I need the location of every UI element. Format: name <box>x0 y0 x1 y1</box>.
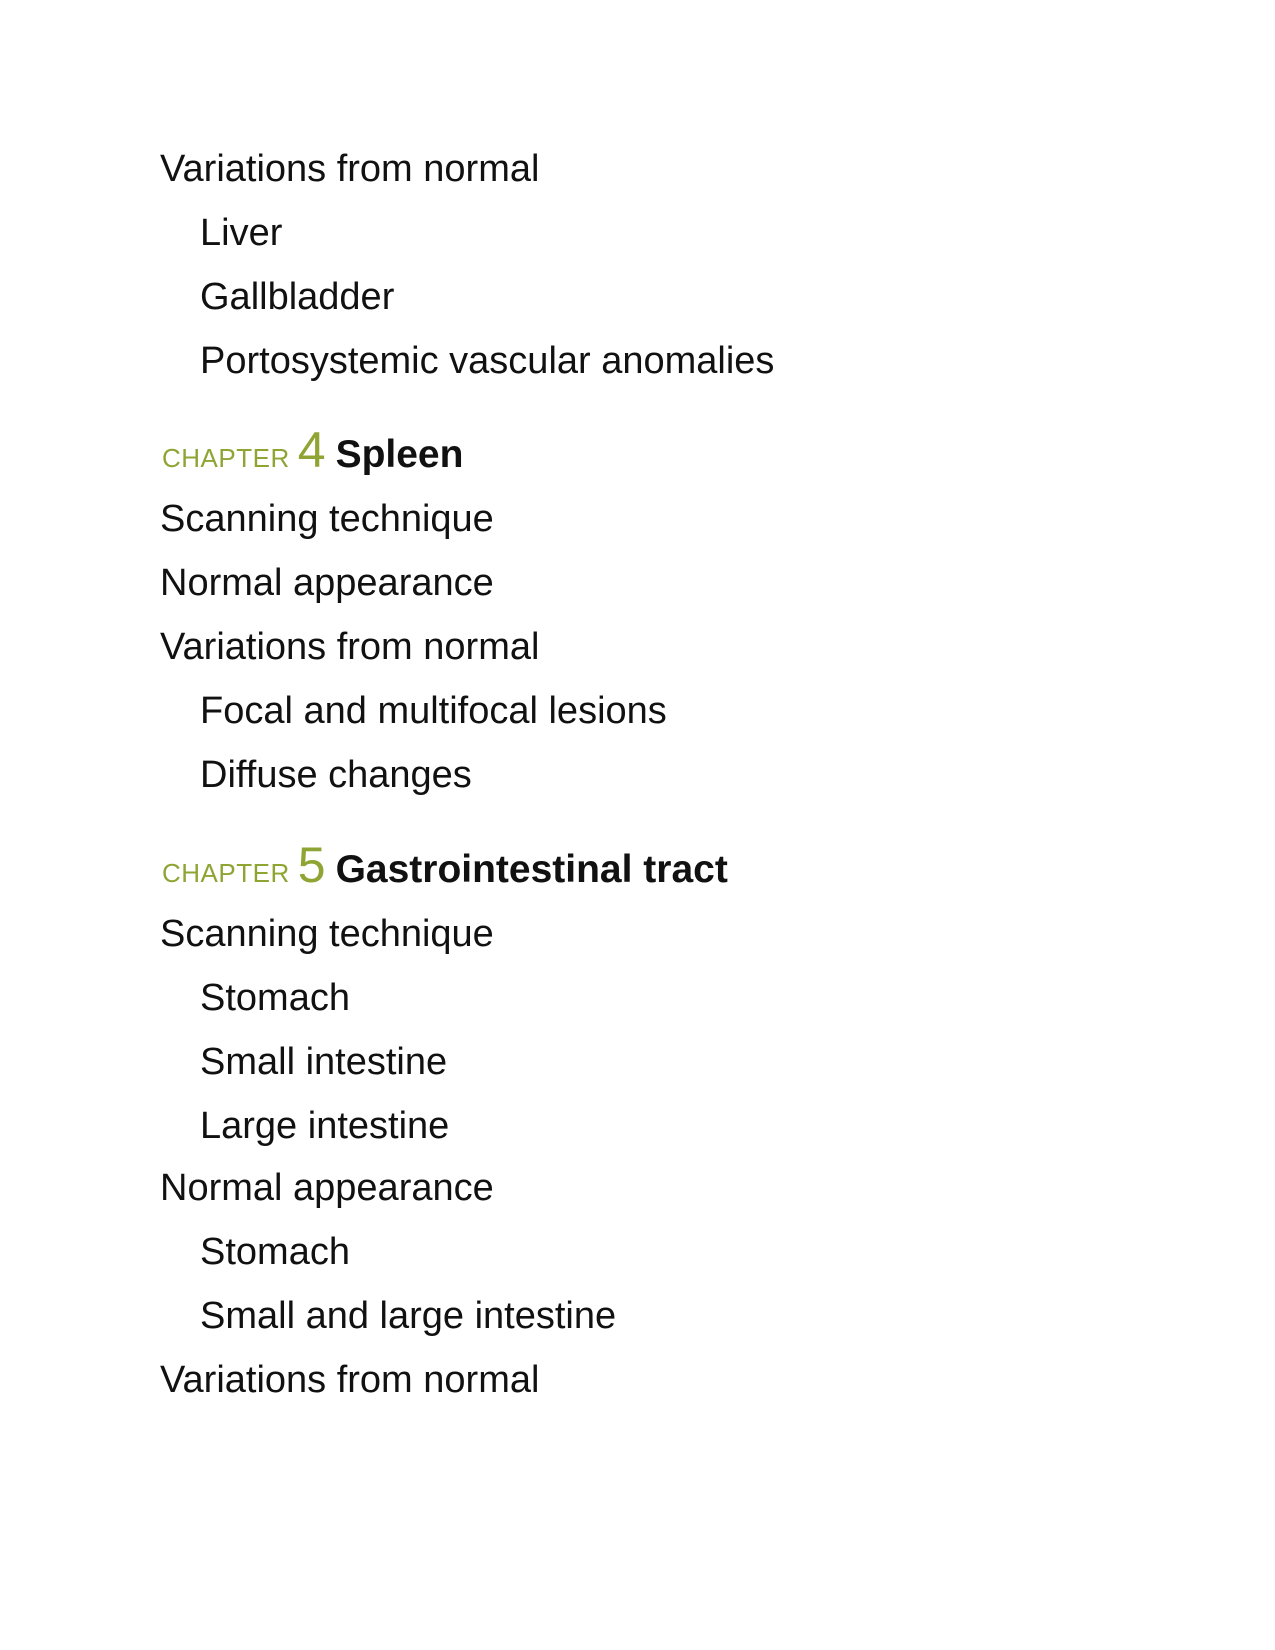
toc-entry-scanning-technique: Scanning technique <box>160 498 494 540</box>
toc-entry-variations-from-normal: Variations from normal <box>160 626 540 668</box>
chapter-label: CHAPTER <box>162 443 290 473</box>
toc-entry-variations-from-normal: Variations from normal <box>160 148 540 190</box>
chapter-number: 5 <box>297 837 326 893</box>
chapter-title: Gastrointestinal tract <box>335 848 728 891</box>
toc-entry-scanning-technique: Scanning technique <box>160 913 494 955</box>
toc-entry-normal-appearance: Normal appearance <box>160 1167 494 1209</box>
chapter-title: Spleen <box>335 433 464 476</box>
toc-entry-variations-from-normal: Variations from normal <box>160 1359 540 1401</box>
toc-subentry-stomach: Stomach <box>200 1231 350 1273</box>
toc-subentry-portosystemic-vascular-anomalies: Portosystemic vascular anomalies <box>200 340 775 382</box>
toc-subentry-diffuse-changes: Diffuse changes <box>200 754 472 796</box>
toc-subentry-liver: Liver <box>200 212 283 254</box>
toc-subentry-gallbladder: Gallbladder <box>200 276 395 318</box>
toc-subentry-focal-multifocal-lesions: Focal and multifocal lesions <box>200 690 667 732</box>
chapter-number: 4 <box>297 422 326 478</box>
chapter-5-heading <box>162 835 728 908</box>
toc-subentry-large-intestine: Large intestine <box>200 1105 450 1147</box>
toc-subentry-small-and-large-intestine: Small and large intestine <box>200 1295 617 1337</box>
chapter-4-heading <box>162 420 463 493</box>
chapter-label: CHAPTER <box>162 858 290 888</box>
toc-subentry-stomach: Stomach <box>200 977 350 1019</box>
toc-subentry-small-intestine: Small intestine <box>200 1041 448 1083</box>
toc-entry-normal-appearance: Normal appearance <box>160 562 494 604</box>
